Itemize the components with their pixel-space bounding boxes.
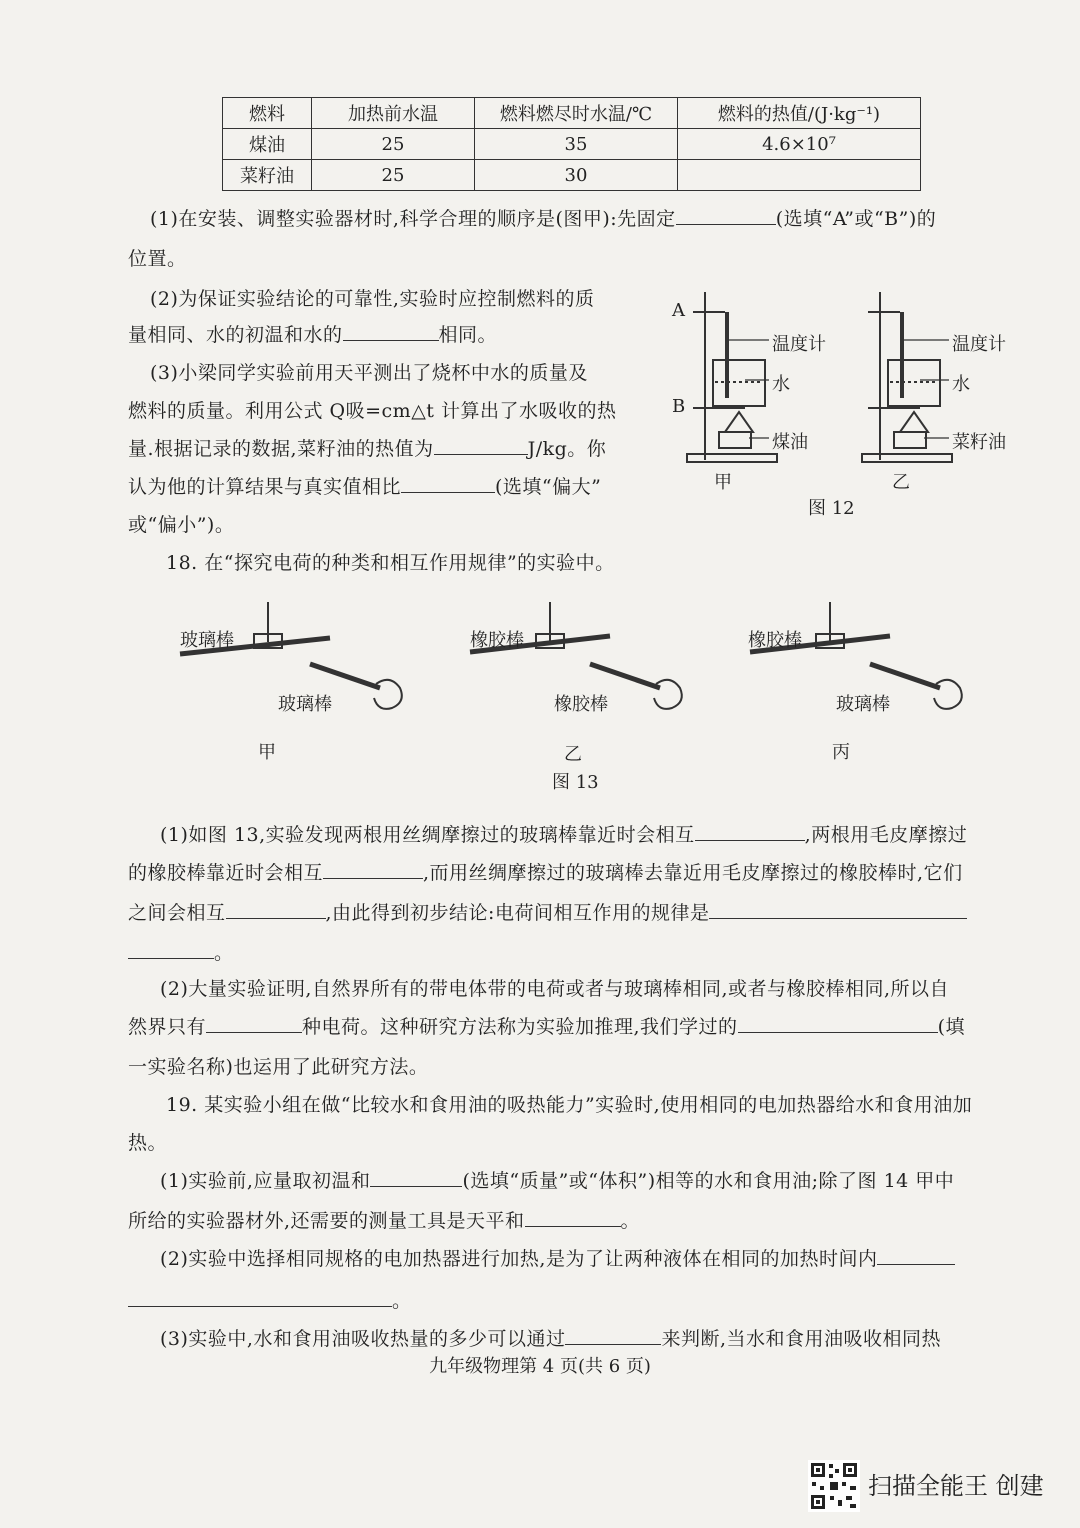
q18-text: 的橡胶棒靠近时会相互 [128,862,324,884]
q18-part2-line1 [160,976,949,1002]
table-row [223,129,921,160]
table-header-cell: 燃料 [223,98,312,129]
q18-part1-line1 [160,822,967,848]
q19-text: 。 [392,1290,412,1312]
q18-text: (1)如图 13,实验发现两根用丝绸摩擦过的玻璃棒靠近时会相互 [160,824,695,846]
q19-text: 。 [620,1210,641,1232]
table-row [223,160,921,191]
figure-13-jia-hand-rod: 玻璃棒 [278,694,332,715]
answer-blank[interactable] [877,1246,955,1265]
table-header-cell: 燃料燃尽时水温/℃ [475,98,678,129]
q19-text: (2)实验中选择相同规格的电加热器进行加热,是为了让两种液体在相同的加热时间内 [160,1248,878,1270]
answer-blank[interactable] [525,1208,621,1227]
answer-blank[interactable] [676,206,776,225]
q19-part2-line1 [160,1246,955,1272]
answer-blank[interactable] [434,436,528,455]
q19-part2-line2 [128,1288,412,1314]
answer-blank[interactable] [226,900,326,919]
q18-text: 。 [214,942,234,964]
q17-text: J/kg。你 [527,438,607,460]
q17-text: 认为他的计算结果与真实值相比 [128,476,402,498]
q17-text: 相同。 [438,324,498,346]
qr-code-icon [808,1460,860,1512]
figure-12-water-label: 水 [772,374,790,395]
figure-12-kerosene-label: 煤油 [772,432,808,453]
answer-blank[interactable] [323,860,423,879]
figure-12-thermometer-label: 温度计 [772,334,826,355]
q17-text: 或“偏小”)。 [128,514,235,536]
q19-text: 所给的实验器材外,还需要的测量工具是天平和 [128,1210,525,1232]
figure-13-bing-hand-rod: 玻璃棒 [836,694,890,715]
q17-part3-line2 [128,398,616,424]
q19-text: (1)实验前,应量取初温和 [160,1170,371,1192]
figure-12-rapeseed-oil-label: 菜籽油 [952,432,1006,453]
q17-part2-line1 [150,286,594,312]
q17-formula-text: 燃料的质量。利用公式 Q吸=cm△t 计算出了水吸收的热 [128,400,617,422]
q18-text: (2)大量实验证明,自然界所有的带电体带的电荷或者与玻璃棒相同,或者与橡胶棒相同,所以自 [160,978,950,1000]
figure-13-sub-yi: 乙 [564,744,582,765]
figure-12-sub-yi: 乙 [892,472,910,493]
table-cell: 菜籽油 [223,160,312,191]
answer-blank[interactable] [709,900,967,919]
q18-text: ,而用丝绸摩擦过的玻璃棒去靠近用毛皮摩擦过的橡胶棒时,它们 [423,862,963,884]
q19-text: (3)实验中,水和食用油吸收热量的多少可以通过 [160,1328,566,1350]
q17-part3-line5 [128,512,234,538]
figure-13-yi-suspended-rod: 橡胶棒 [470,630,524,651]
answer-blank[interactable] [370,1168,462,1187]
q19-part1-line1 [160,1168,954,1194]
q17-text: (3)小梁同学实验前用天平测出了烧杯中水的质量及 [150,362,588,384]
q19-title-line2: 热。 [128,1132,168,1154]
answer-blank[interactable] [343,322,439,341]
q19-part1-line2 [128,1208,640,1234]
q19-part3-line1 [160,1326,941,1352]
q17-text: (选填“偏大” [495,476,602,498]
page-footer: 九年级物理第 4 页(共 6 页) [429,1356,651,1377]
answer-blank[interactable] [401,474,495,493]
figure-13-sub-jia: 甲 [258,742,276,763]
answer-blank[interactable] [738,1014,938,1033]
scanner-watermark: 扫描全能王 创建 [868,1472,1044,1500]
figure-12-caption: 图 12 [808,498,855,519]
table-cell: 35 [475,129,678,160]
q17-part3-line3 [128,436,606,462]
q18-text: 一实验名称)也运用了此研究方法。 [128,1056,429,1078]
figure-13-sub-bing: 丙 [832,742,850,763]
figure-13-bing-suspended-rod: 橡胶棒 [748,630,802,651]
figure-13-caption: 图 13 [552,772,599,793]
figure-12-water-label: 水 [952,374,970,395]
q18-part1-line4 [128,940,234,966]
table-header-cell: 加热前水温 [312,98,475,129]
figure-12-label-a: A [672,300,685,321]
q18-title: 18. 在“探究电荷的种类和相互作用规律”的实验中。 [166,552,615,574]
table-cell [678,160,921,191]
q18-text: 然界只有 [128,1016,207,1038]
q18-text: ,由此得到初步结论:电荷间相互作用的规律是 [325,902,710,924]
fuel-data-table [222,97,921,191]
table-cell: 4.6×10⁷ [678,129,921,160]
q17-part3-line4 [128,474,601,500]
q17-text: (1)在安装、调整实验器材时,科学合理的顺序是(图甲):先固定 [150,208,676,230]
q17-part3-line1 [150,360,588,386]
q18-text: 种电荷。这种研究方法称为实验加推理,我们学过的 [302,1016,738,1038]
q19-text: 来判断,当水和食用油吸收相同热 [661,1328,942,1350]
figure-12-label-b: B [672,396,686,417]
q18-part1-line2 [128,860,963,886]
q19-text: (选填“质量”或“体积”)相等的水和食用油;除了图 14 甲中 [462,1170,955,1192]
figure-12-sub-jia: 甲 [714,472,732,493]
q18-part2-line3 [128,1054,428,1080]
q18-part2-line2 [128,1014,965,1040]
answer-blank[interactable] [128,940,214,959]
answer-blank[interactable] [128,1288,392,1307]
q17-part1-line2 [128,246,187,272]
q17-text: 位置。 [128,248,187,270]
q19-title-line1: 19. 某实验小组在做“比较水和食用油的吸热能力”实验时,使用相同的电加热器给水和食用油加 [166,1094,973,1116]
figure-13-jia-suspended-rod: 玻璃棒 [180,630,234,651]
q17-part2-line2 [128,322,497,348]
figure-13-yi-hand-rod: 橡胶棒 [554,694,608,715]
table-header-row [223,98,921,129]
answer-blank[interactable] [695,822,805,841]
q18-text: (填 [937,1016,965,1038]
q17-part1-line1 [150,206,936,232]
q17-text: 量相同、水的初温和水的 [128,324,343,346]
q17-text: (选填“A”或“B”)的 [775,208,937,230]
q17-text: (2)为保证实验结论的可靠性,实验时应控制燃料的质 [150,288,595,310]
table-header-cell: 燃料的热值/(J·kg⁻¹) [678,98,921,129]
figure-12-thermometer-label: 温度计 [952,334,1006,355]
q18-part1-line3 [128,900,967,926]
answer-blank[interactable] [206,1014,302,1033]
table-cell: 30 [475,160,678,191]
q17-text: 量.根据记录的数据,菜籽油的热值为 [128,438,434,460]
q18-text: ,两根用毛皮摩擦过 [804,824,968,846]
table-cell: 煤油 [223,129,312,160]
q18-text: 之间会相互 [128,902,226,924]
table-cell: 25 [312,129,475,160]
table-cell: 25 [312,160,475,191]
answer-blank[interactable] [565,1326,661,1345]
